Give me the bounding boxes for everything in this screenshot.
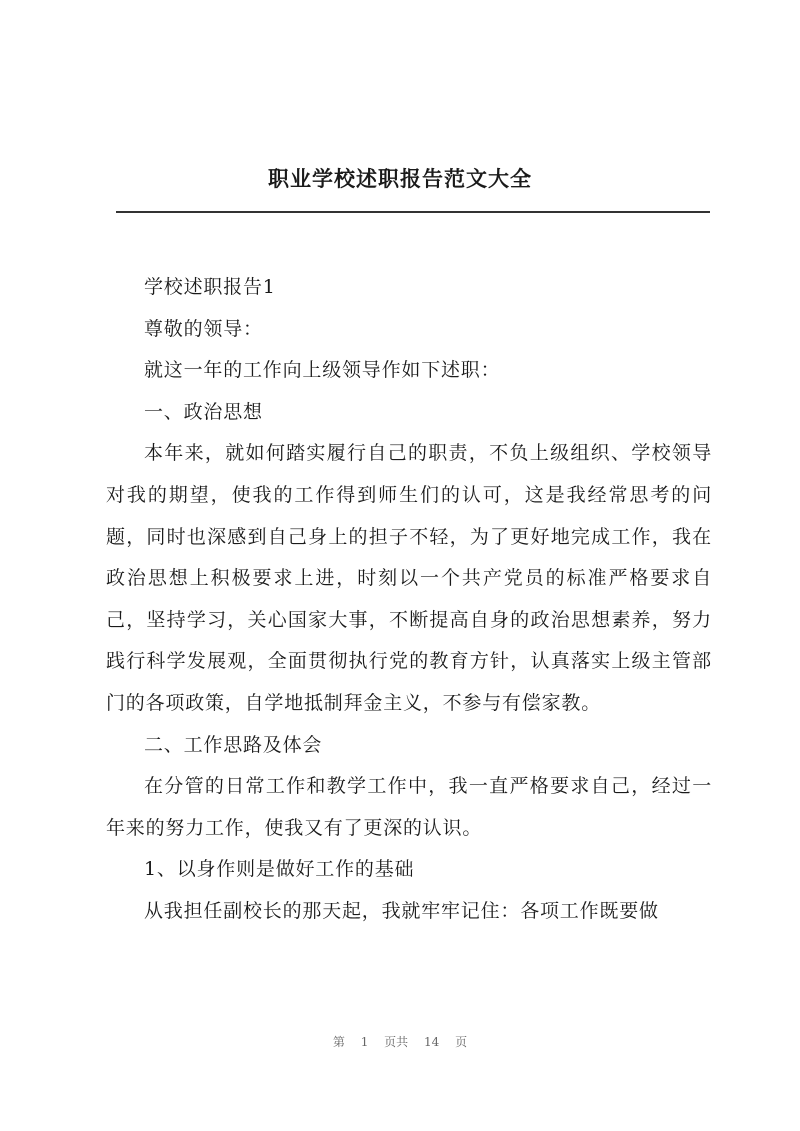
- paragraph-political-body: 本年来，就如何踏实履行自己的职责，不负上级组织、学校领导对我的期望，使我的工作得到师生们的认可，这是我经常思考的问题，同时也深感到自己身上的担子不轻，为了更好地完成工作，我在政治思想上积极要求上进，时刻以一个共产党员的标准严格要求自己，坚持学习，关心国家大事，不断提高自身的政治思想素养，努力践行科学发展观，全面贯彻执行党的教育方针，认真落实上级主管部门的各项政策，自学地抵制拜金主义，不参与有偿家教。: [106, 442, 712, 714]
- title-divider: [116, 211, 710, 213]
- footer-total-pages: 14: [424, 1035, 440, 1049]
- footer-page-number: 1: [360, 1035, 369, 1049]
- section-heading-political: 一、政治思想: [144, 400, 263, 423]
- paragraph-intro: 就这一年的工作向上级领导作如下述职：: [144, 359, 501, 382]
- footer-page-of: 页共: [384, 1035, 409, 1049]
- footer-page-suffix: 页: [455, 1035, 468, 1049]
- document-body: [106, 267, 712, 933]
- subsection-heading-lead-by-example: 1、以身作则是做好工作的基础: [144, 858, 415, 881]
- document-title: 职业学校述职报告范文大全: [268, 167, 532, 191]
- paragraph-work-body: 在分管的日常工作和教学工作中，我一直严格要求自己，经过一年来的努力工作，使我又有了更深的认识。: [106, 775, 712, 839]
- paragraph-vice-principal: 从我担任副校长的那天起，我就牢牢记住：各项工作既要做: [144, 899, 659, 922]
- paragraph-salutation: 尊敬的领导：: [144, 317, 263, 340]
- paragraph-report-heading: 学校述职报告1: [144, 276, 276, 298]
- section-heading-work-approach: 二、工作思路及体会: [144, 733, 323, 756]
- footer-page-label: 第: [332, 1035, 345, 1049]
- page-footer: [0, 1033, 800, 1050]
